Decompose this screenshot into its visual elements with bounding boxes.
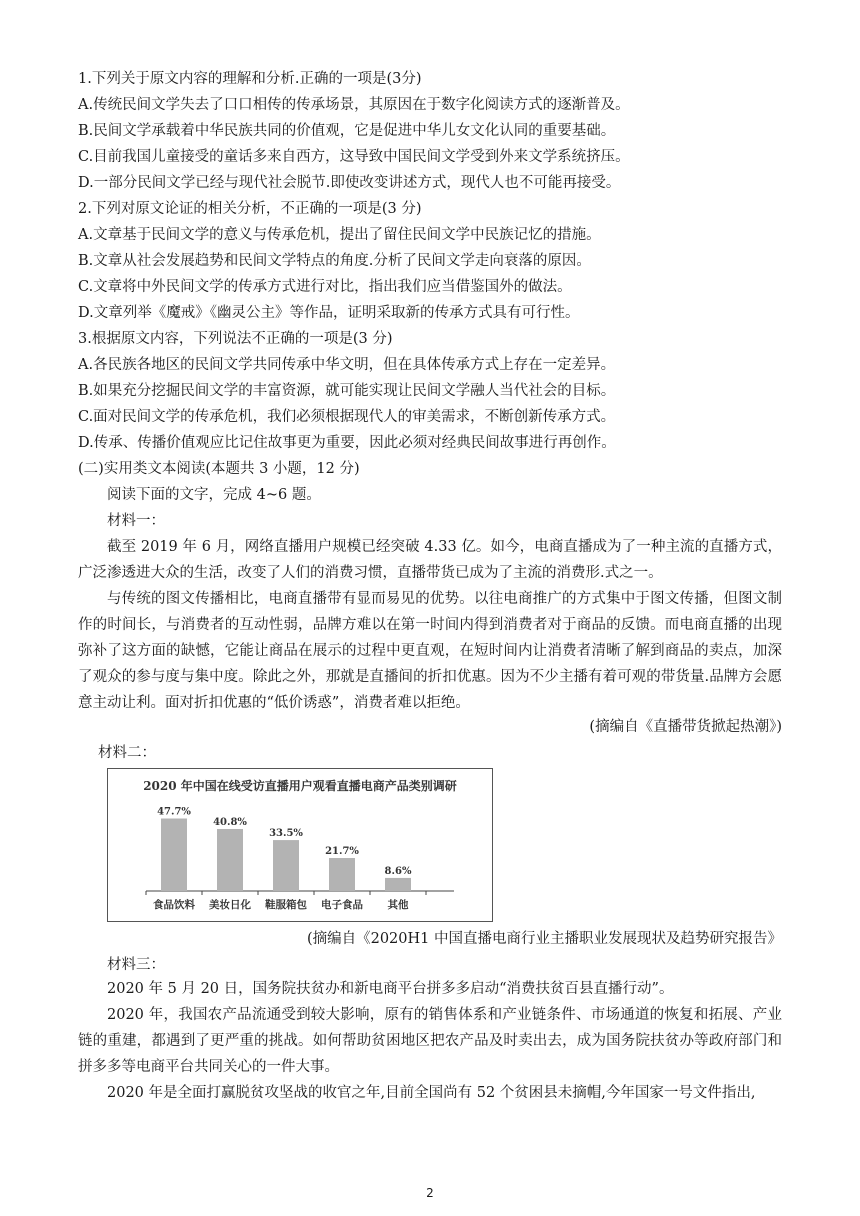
chart-canvas (108, 769, 492, 921)
material-2-source: (摘编自《2020H1 中国直播电商行业主播职业发展现状及趋势研究报告》 (306, 931, 782, 947)
material-1-paragraph-1: 截至 2019 年 6 月，网络直播用户规模已经突破 4.33 亿。如今，电商直播成为了一种主流的直播方式，广泛渗透进大众的生活，改变了人们的消费习惯，直播带货已成为了主流的消费形.式之一。 (78, 539, 782, 581)
material-3-label: 材料三： (107, 957, 165, 973)
q2-stem: 2.下列对原文论证的相关分析，不正确的一项是(3 分) (78, 201, 422, 217)
q1-option-a: A.传统民间文学失去了口口相传的传承场景，其原因在于数字化阅读方式的逐渐普及。 (78, 97, 630, 113)
q3-option-c: C.面对民间文学的传承危机，我们必须根据现代人的审美需求，不断创新传承方式。 (78, 409, 616, 425)
section-instruction: 阅读下面的文字，完成 4~6 题。 (107, 487, 321, 503)
category-label: 电子食品 (321, 899, 363, 911)
bar (273, 840, 299, 891)
category-label: 美妆日化 (209, 899, 251, 911)
q2-option-d: D.文章列举《魔戒》《幽灵公主》等作品，证明采取新的传承方式具有可行性。 (78, 305, 580, 321)
q3-option-d: D.传承、传播价值观应比记住故事更为重要，因此必须对经典民间故事进行再创作。 (78, 435, 616, 451)
bar (385, 878, 411, 891)
q2-option-c: C.文章将中外民间文学的传承方式进行对比，指出我们应当借鉴国外的做法。 (78, 279, 572, 295)
category-label: 鞋服箱包 (265, 899, 307, 911)
bar (329, 858, 355, 891)
bar-value-label: 40.8% (213, 816, 247, 828)
category-label: 其他 (387, 899, 409, 911)
q3-option-a: A.各民族各地区的民间文学共同传承中华文明，但在具体传承方式上存在一定差异。 (78, 357, 616, 373)
section-heading: (二)实用类文本阅读(本题共 3 小题，12 分) (78, 461, 360, 477)
material-3-paragraph-3: 2020 年是全面打赢脱贫攻坚战的收官之年,目前全国尚有 52 个贫困县未摘帽,今年国家一号文件指出, (107, 1085, 756, 1101)
q1-option-d: D.一部分民间文学已经与现代社会脱节.即使改变讲述方式，现代人也不可能再接受。 (78, 175, 621, 191)
q1-option-c: C.目前我国儿童接受的童话多来自西方，这导致中国民间文学受到外来文学系统挤压。 (78, 149, 630, 165)
q1-option-b: B.民间文学承载着中华民族共同的价值观，它是促进中华儿女文化认同的重要基础。 (78, 123, 616, 139)
page-number: 2 (426, 1186, 434, 1200)
q1-stem: 1.下列关于原文内容的理解和分析.正确的一项是(3分) (78, 71, 422, 87)
chart-title: 2020 年中国在线受访直播用户观看直播电商产品类别调研 (143, 779, 457, 793)
material-1-label: 材料一： (107, 513, 165, 529)
material-3-paragraph-1: 2020 年 5 月 20 日，国务院扶贫办和新电商平台拼多多启动“消费扶贫百县直播行动”。 (107, 981, 674, 997)
material-3-paragraph-2: 2020 年，我国农产品流通受到较大影响，原有的销售体系和产业链条件、市场通道的恢复和拓展、产业链的重建，都遇到了更严重的挑战。如何帮助贫困地区把农产品及时卖出去，成为国务院扶贫办等政府部门和拼多多等电商平台共同关心的一件大事。 (78, 1007, 782, 1075)
bar-value-label: 47.7% (157, 806, 191, 818)
bar (161, 818, 187, 891)
category-label: 食品饮料 (153, 899, 195, 911)
material-2-label: 材料二： (98, 745, 156, 761)
bar-value-label: 33.5% (269, 828, 303, 840)
material-1-source: (摘编自《直播带货掀起热潮》) (589, 719, 782, 735)
bar-chart (107, 768, 493, 922)
bar-value-label: 8.6% (384, 865, 412, 877)
q3-stem: 3.根据原文内容，下列说法不正确的一项是(3 分) (78, 331, 393, 347)
q2-option-b: B.文章从社会发展趋势和民间文学特点的角度.分析了民间文学走向衰落的原因。 (78, 253, 591, 269)
q3-option-b: B.如果充分挖掘民间文学的丰富资源，就可能实现让民间文学融人当代社会的目标。 (78, 383, 616, 399)
q2-option-a: A.文章基于民间文学的意义与传承危机，提出了留住民间文学中民族记忆的措施。 (78, 227, 601, 243)
material-1-paragraph-2: 与传统的图文传播相比，电商直播带有显而易见的优势。以往电商推广的方式集中于图文传播，但图文制作的时间长，与消费者的互动性弱，品牌方难以在第一时间内得到消费者对于商品的反馈。而电商直播的出现弥补了这方面的缺憾，它能让商品在展示的过程中更直观，在短时间内让消费者清晰了解到商品的卖点，加深了观众的参与度与集中度。除此之外，那就是直播间的折扣优惠。因为不少主播有着可观的带货量.品牌方会愿意主动让利。面对折扣优惠的“低价诱惑”，消费者难以拒绝。 (78, 591, 782, 711)
bar (217, 829, 243, 891)
bar-value-label: 21.7% (325, 846, 359, 858)
